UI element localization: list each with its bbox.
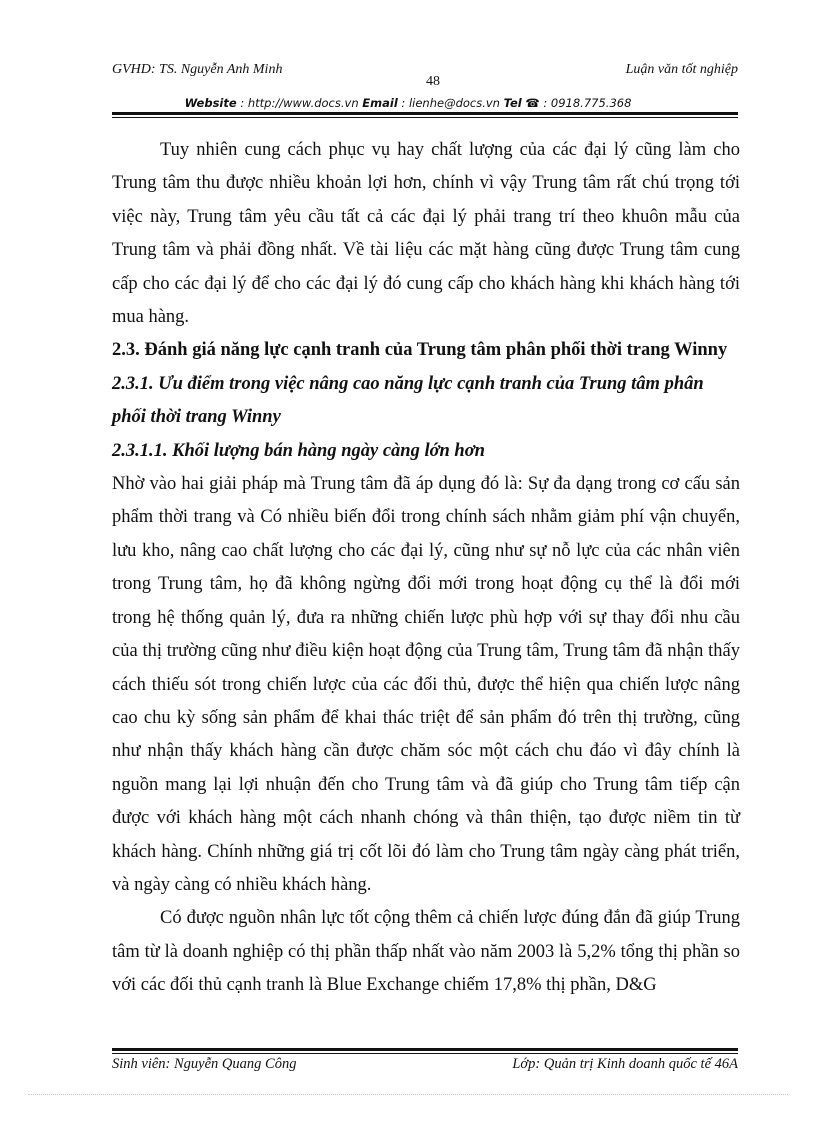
email-label: Email — [362, 96, 398, 110]
website-value: : http://www.docs.vn — [240, 96, 359, 110]
heading-2-3: 2.3. Đánh giá năng lực cạnh tranh của Trung tâm phân phối thời trang Winny — [112, 340, 728, 361]
page-number: 48 — [426, 74, 440, 89]
website-label: Website — [184, 96, 237, 110]
heading-2-3-1: 2.3.1. Ưu điểm trong việc nâng cao năng lực cạnh tranh của Trung tâm phân phối thời trang Winny — [112, 373, 704, 428]
paragraph-2: Nhờ vào hai giải pháp mà Trung tâm đã áp dụng đó là: Sự đa dạng trong cơ cấu sản phẩm thời trang và Có nhiều biến đổi trong chính sách nhằm giảm phí vận chuyển, lưu kho, nâng cao chất lượng cho các đại lý, cũng như sự nỗ lực của các nhân viên trong Trung tâm, họ đã không ngừng đổi mới trong hoạt động cụ thể là đổi mới trong hệ thống quản lý, đưa ra những chiến lược phù hợp với sự thay đổi nhu cầu của thị trường cũng như điều kiện hoạt động của Trung tâm, Trung tâm đã nhận thấy cách thiếu sót trong chiến lược của các đối thủ, được thể hiện qua chiến lược nâng cao chu kỳ sống sản phẩm để khai thác triệt để sản phẩm đó trên thị trường, cũng như nhận thấy khách hàng cần được chăm sóc một cách chu đáo vì đây chính là nguồn mang lại lợi nhuận đến cho Trung tâm và đã giúp cho Trung tâm tiếp cận được với khách hàng một cách nhanh chóng và thân thiện, tạo được niềm tin từ khách hàng. Chính những giá trị cốt lõi đó làm cho Trung tâm ngày càng phát triển, và ngày càng có nhiều khách hàng. — [112, 474, 740, 895]
footer-class: Lớp: Quản trị Kinh doanh quốc tế 46A — [512, 1056, 738, 1072]
document-body — [112, 134, 740, 1003]
header-rule-thin — [112, 117, 738, 118]
email-value: : lienhe@docs.vn — [401, 96, 500, 110]
page-boundary — [28, 1094, 788, 1095]
footer-student: Sinh viên: Nguyễn Quang Công — [112, 1056, 297, 1072]
header-advisor: GVHD: TS. Nguyễn Anh Minh — [112, 62, 283, 77]
phone-icon: ☎ — [525, 96, 540, 110]
header-thesis-title: Luận văn tốt nghiệp — [625, 62, 738, 77]
page-footer — [112, 1056, 738, 1078]
header-rule — [112, 112, 738, 115]
tel-label: Tel — [503, 96, 522, 110]
contact-line — [0, 96, 816, 110]
footer-rule — [112, 1048, 738, 1051]
footer-rule-thin — [112, 1053, 738, 1054]
tel-value: : 0918.775.368 — [543, 96, 632, 110]
paragraph-1: Tuy nhiên cung cách phục vụ hay chất lượng của các đại lý cũng làm cho Trung tâm thu được nhiều khoản lợi hơn, chính vì vậy Trung tâm rất chú trọng tới việc này, Trung tâm yêu cầu tất cả các đại lý phải trang trí theo khuôn mẫu của Trung tâm và phải đồng nhất. Về tài liệu các mặt hàng cũng được Trung tâm cung cấp cho các đại lý để cho các đại lý đó cung cấp cho khách hàng khi khách hàng tới mua hàng. — [112, 140, 740, 328]
paragraph-3: Có được nguồn nhân lực tốt cộng thêm cả chiến lược đúng đắn đã giúp Trung tâm từ là doanh nghiệp có thị phần thấp nhất vào năm 2003 là 5,2% tổng thị phần so với các đối thủ cạnh tranh là Blue Exchange chiếm 17,8% thị phần, D&G — [112, 908, 740, 996]
page-header — [112, 62, 738, 84]
heading-2-3-1-1: 2.3.1.1. Khối lượng bán hàng ngày càng lớn hơn — [112, 440, 485, 461]
